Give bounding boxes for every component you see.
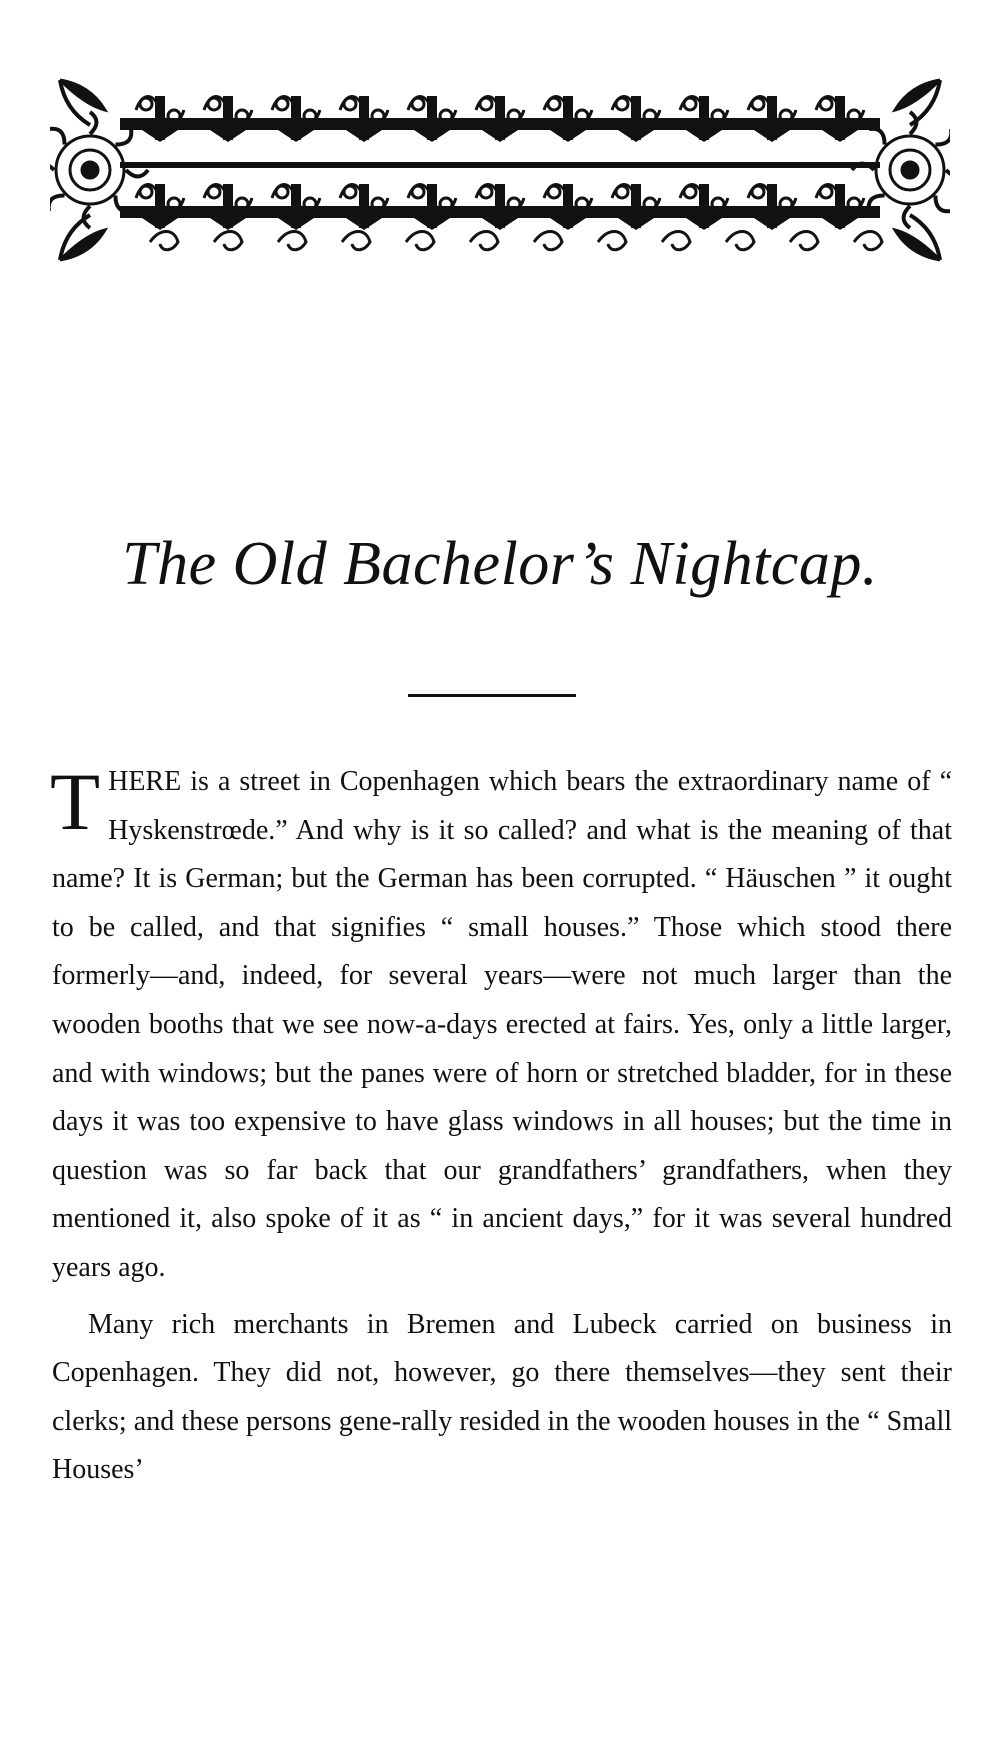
title-divider-rule (408, 694, 576, 697)
ornamental-header-band-icon (50, 70, 950, 270)
drop-cap: T (50, 756, 101, 847)
paragraph-1 (52, 758, 952, 1293)
chapter-title: The Old Bachelor’s Nightcap. (122, 530, 878, 598)
paragraph-2: Many rich merchants in Bremen and Lubeck carried on business in Copenhagen. They did not, however, go there themselves—they sent their clerks; and these persons gene-rally resided in the wooden houses in the “ Small Houses’ (52, 1308, 952, 1486)
chapter-body (52, 758, 952, 1495)
paragraph-1-text: HERE is a street in Copenhagen which bears the extraordinary name of “ Hyskenstrœde.” And why is it so called? and what is the meaning of that name? It is German; but the German has been corrupted. “ Häuschen ” it ought to be called, and that signifies “ small houses.” Those which stood there formerly—and, indeed, for several years—were not much larger than the wooden booths that we see now-a-days erected at fairs. Yes, only a little larger, and with windows; but the panes were of horn or stretched bladder, for in these days it was too expensive to have glass windows in all houses; but the time in question was so far back that our grandfathers’ grandfathers, when they mentioned it, also spoke of it as “ in ancient days,” for it was several hundred years ago. (52, 766, 952, 1283)
